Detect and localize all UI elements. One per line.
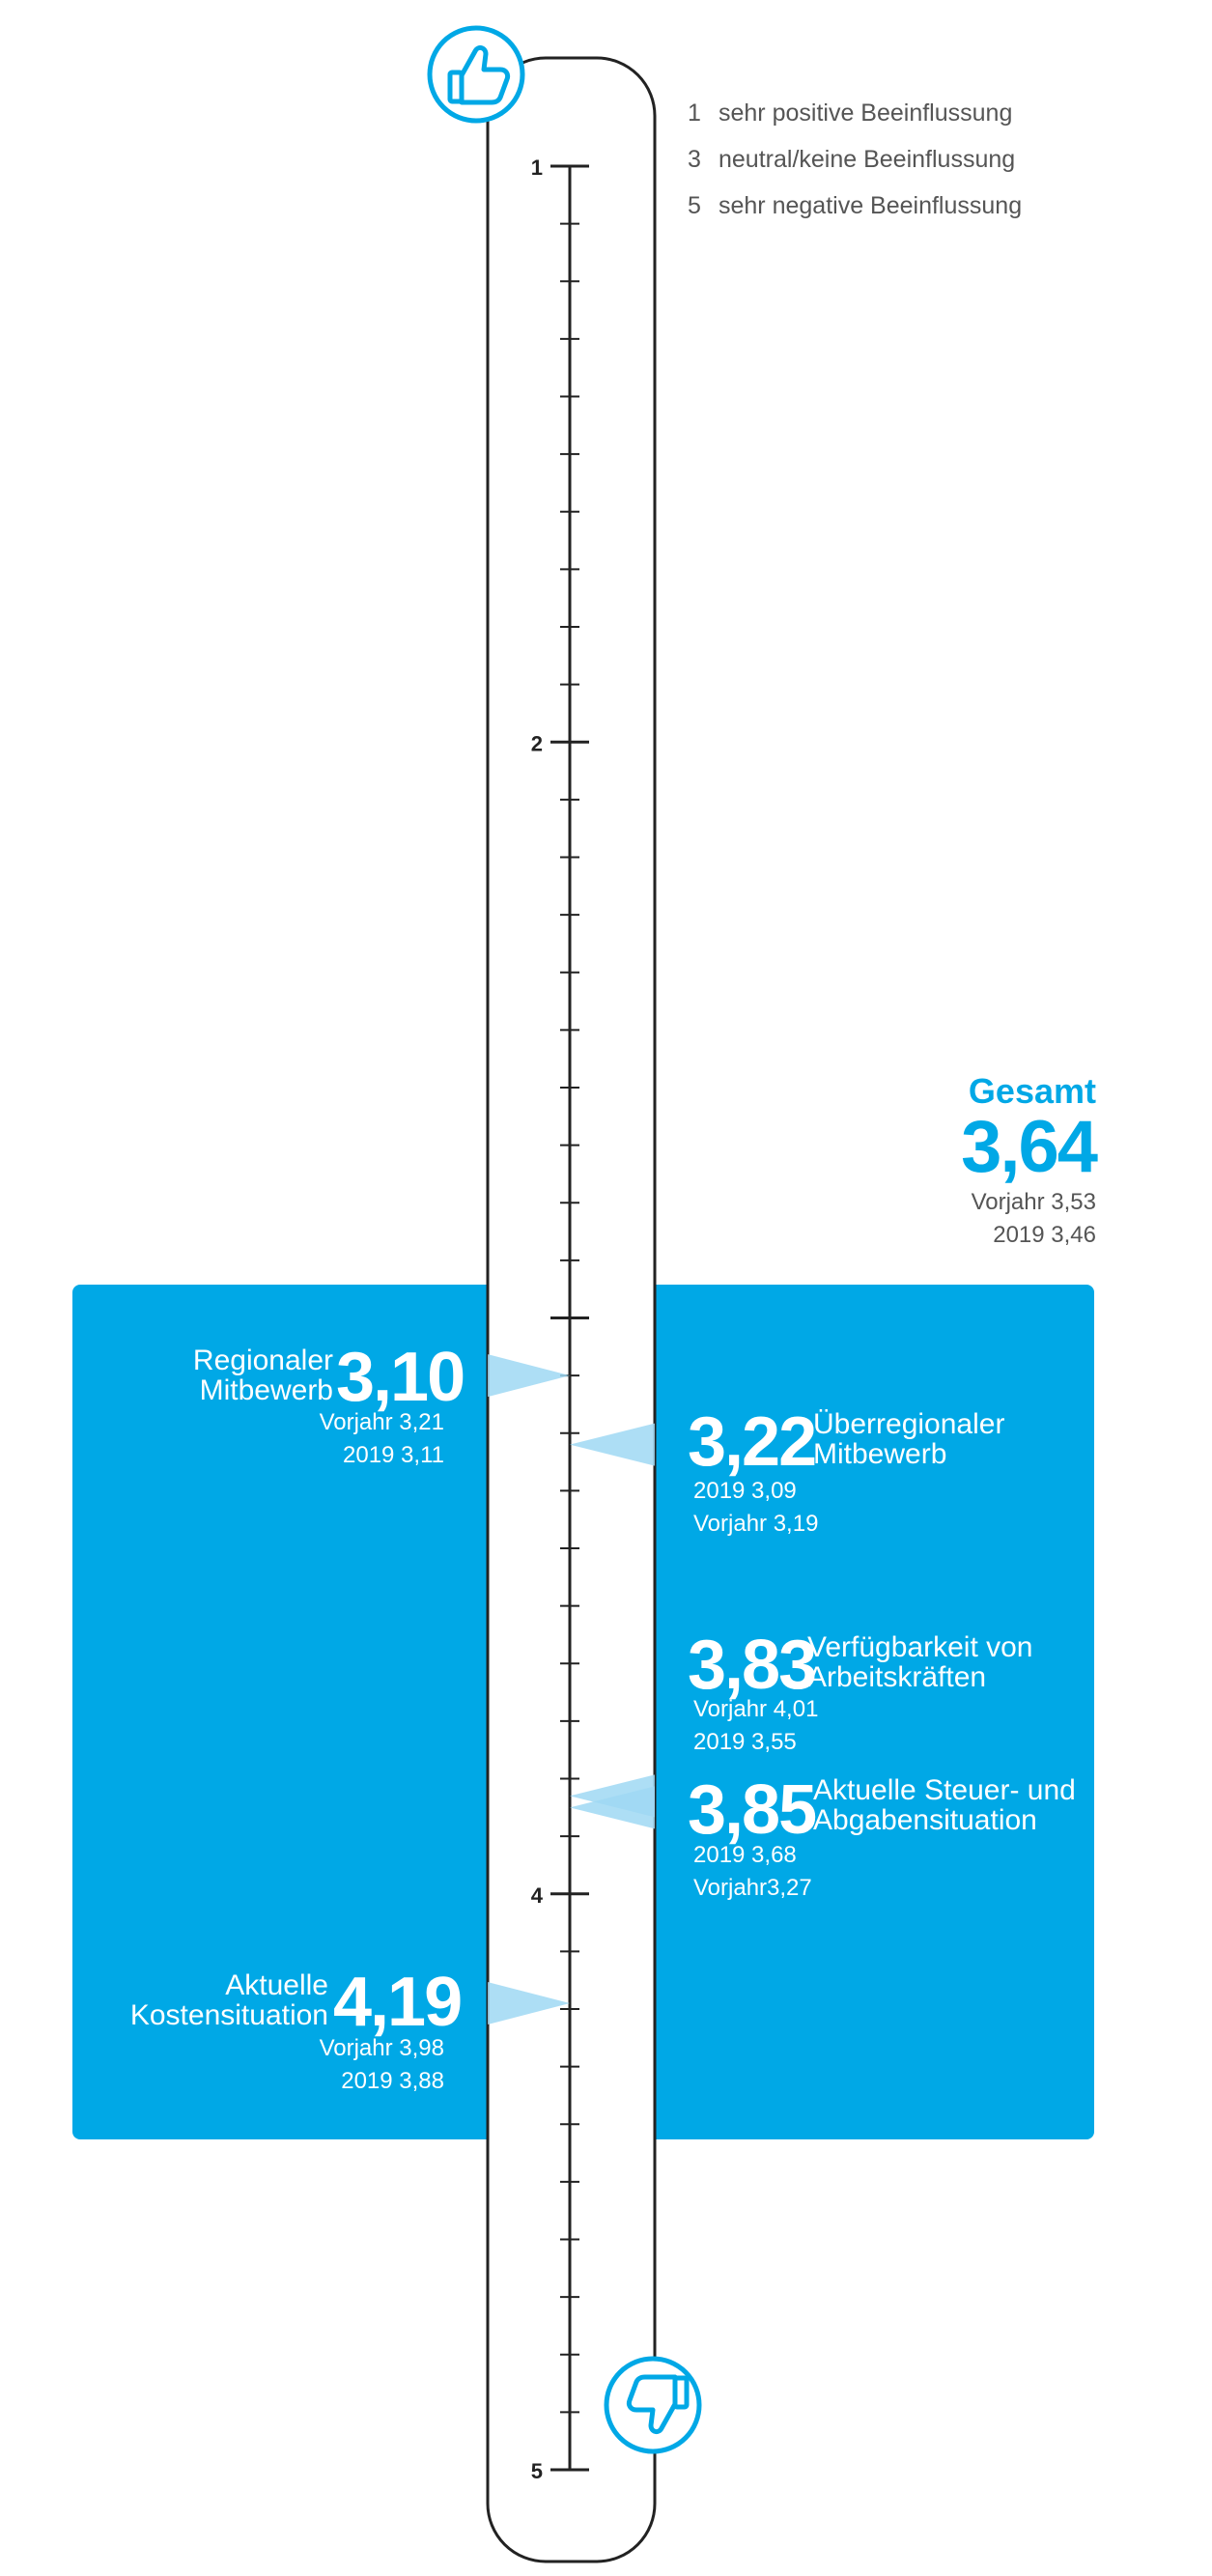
series-note: 2019 3,88 (341, 2068, 444, 2094)
legend-text: neutral/keine Beeinflussung (719, 146, 1016, 173)
series-notes (693, 1475, 818, 1541)
series-value: 3,10 (336, 1339, 465, 1416)
series-value: 3,83 (688, 1627, 816, 1704)
series-notes (241, 2032, 444, 2098)
series-note: Vorjahr 4,01 (693, 1696, 819, 1722)
legend-item (688, 192, 1022, 220)
series-note: 2019 3,09 (693, 1478, 797, 1504)
legend-number: 3 (688, 146, 701, 173)
series-note: 2019 3,68 (693, 1842, 797, 1868)
legend-item (688, 99, 1012, 127)
series-name: Überregionaler Mitbewerb (813, 1408, 1005, 1470)
series-value: 3,22 (688, 1403, 816, 1481)
series-name: Aktuelle Steuer- und Abgabensituation (813, 1774, 1076, 1836)
total-previous-year: Vorjahr 3,53 (971, 1189, 1096, 1215)
tick-label: 5 (530, 2459, 543, 2483)
legend-number: 1 (688, 99, 701, 127)
tick-label: 2 (530, 731, 543, 756)
series-notes (241, 1406, 444, 1472)
series-note: Vorjahr 3,19 (693, 1511, 819, 1537)
series-note: Vorjahr 3,98 (319, 2035, 444, 2061)
total-summary (961, 1072, 1096, 1250)
series-name: Aktuelle Kostensituation (129, 1969, 328, 2031)
series-note: 2019 3,11 (343, 1442, 444, 1468)
series-note: 2019 3,55 (693, 1729, 797, 1755)
tick-label: 4 (530, 1882, 543, 1908)
series-name: Verfügbarkeit von Arbeitskräften (807, 1631, 1033, 1693)
series-value: 3,85 (688, 1771, 816, 1849)
series-label (145, 1345, 333, 1405)
thumbs-down-icon (606, 2359, 699, 2451)
total-2019: 2019 3,46 (993, 1222, 1096, 1248)
series-notes (693, 1839, 812, 1905)
series-name: Regionaler Mitbewerb (192, 1345, 333, 1406)
series-note: Vorjahr3,27 (693, 1875, 812, 1901)
legend-text: sehr negative Beeinflussung (719, 192, 1023, 219)
legend-item (688, 146, 1015, 174)
tick-label: 1 (530, 156, 543, 180)
total-title: Gesamt (968, 1071, 1096, 1111)
series-note: Vorjahr 3,21 (319, 1409, 444, 1435)
series-notes (693, 1693, 818, 1759)
thumbs-up-icon (430, 28, 522, 121)
legend-number: 5 (688, 192, 701, 219)
series-value: 4,19 (333, 1964, 462, 2041)
total-value: 3,64 (961, 1106, 1096, 1188)
legend-text: sehr positive Beeinflussung (719, 99, 1013, 127)
series-label (97, 1970, 328, 2030)
